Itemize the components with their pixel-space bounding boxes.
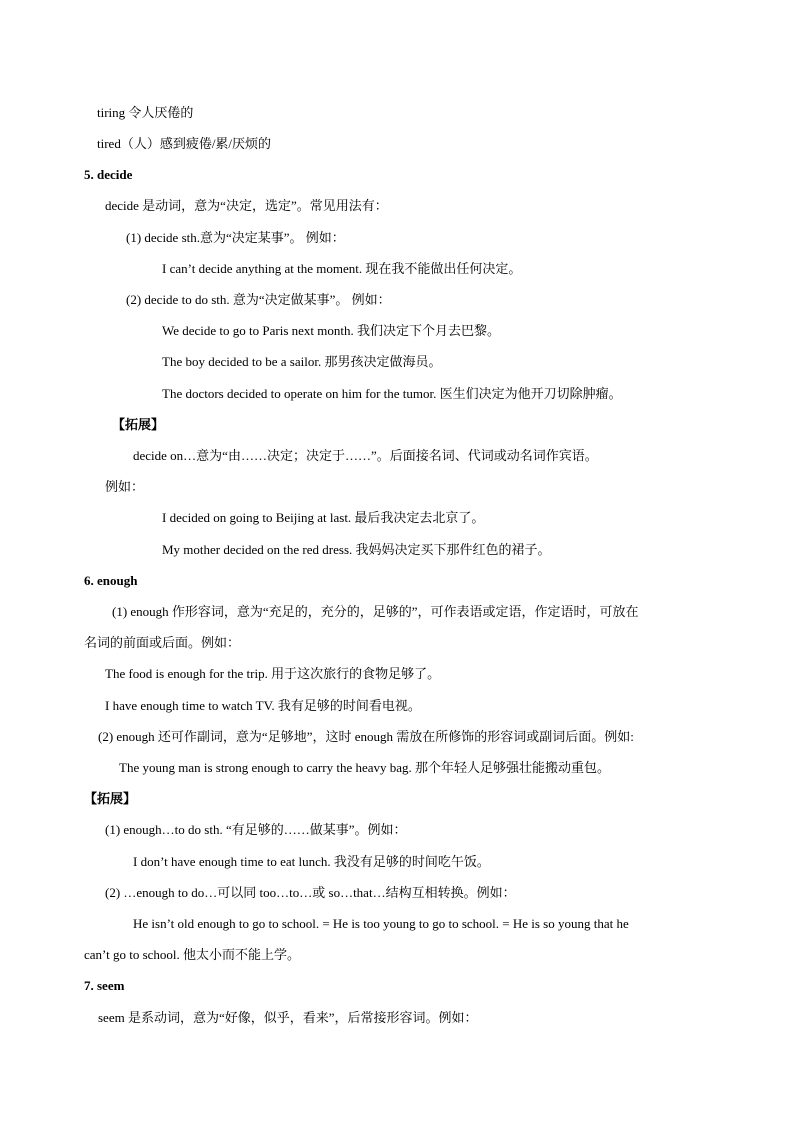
section-heading: 7. seem (84, 978, 125, 993)
text-line: tiring 令人厌倦的 (97, 105, 194, 120)
example-line: can’t go to school. 他太小而不能上学。 (84, 947, 301, 962)
text-line: tired（人）感到疲倦/累/厌烦的 (97, 136, 272, 151)
text-line: (1) decide sth.意为“决定某事”。 例如： (126, 230, 345, 245)
expand-label: 【拓展】 (84, 791, 137, 806)
example-line: I can’t decide anything at the moment. 现在我不能做出任何决定。 (162, 261, 522, 276)
example-line: My mother decided on the red dress. 我妈妈决定买下那件红色的裙子。 (162, 542, 551, 557)
text-line: (1) enough…to do sth. “有足够的……做某事”。例如： (105, 822, 407, 837)
section-heading: 5. decide (84, 167, 133, 182)
text-line: decide 是动词，意为“决定，选定”。常见用法有： (105, 198, 388, 213)
text-line: seem 是系动词，意为“好像，似乎，看来”，后常接形容词。例如： (98, 1010, 478, 1025)
example-line: The young man is strong enough to carry the heavy bag. 那个年轻人足够强壮能搬动重包。 (119, 760, 611, 775)
example-line: The food is enough for the trip. 用于这次旅行的食物足够了。 (105, 666, 441, 681)
example-line: We decide to go to Paris next month. 我们决定下个月去巴黎。 (162, 323, 501, 338)
text-line: (2) decide to do sth. 意为“决定做某事”。 例如： (126, 292, 391, 307)
section-heading: 6. enough (84, 573, 138, 588)
example-line: I don’t have enough time to eat lunch. 我没有足够的时间吃午饭。 (133, 854, 490, 869)
text-line: 例如： (105, 479, 145, 494)
example-line: I decided on going to Beijing at last. 最后我决定去北京了。 (162, 510, 485, 525)
text-line: (1) enough 作形容词，意为“充足的，充分的，足够的”，可作表语或定语，作定语时，可放在 (112, 604, 639, 619)
text-line: decide on…意为“由……决定；决定于……”。后面接名词、代词或动名词作宾语。 (133, 448, 598, 463)
text-line: 名词的前面或后面。例如： (84, 635, 241, 650)
text-line: (2) enough 还可作副词，意为“足够地”，这时 enough 需放在所修饰的形容词或副词后面。例如: (98, 729, 634, 744)
expand-label: 【拓展】 (112, 417, 165, 432)
example-line: He isn’t old enough to go to school. = He is too young to go to school. = He is so young that he (133, 916, 629, 931)
example-line: The doctors decided to operate on him for the tumor. 医生们决定为他开刀切除肿瘤。 (162, 386, 622, 401)
example-line: The boy decided to be a sailor. 那男孩决定做海员。 (162, 354, 442, 369)
example-line: I have enough time to watch TV. 我有足够的时间看电视。 (105, 698, 421, 713)
text-line: (2) …enough to do…可以同 too…to…或 so…that…结构互相转换。例如： (105, 885, 516, 900)
